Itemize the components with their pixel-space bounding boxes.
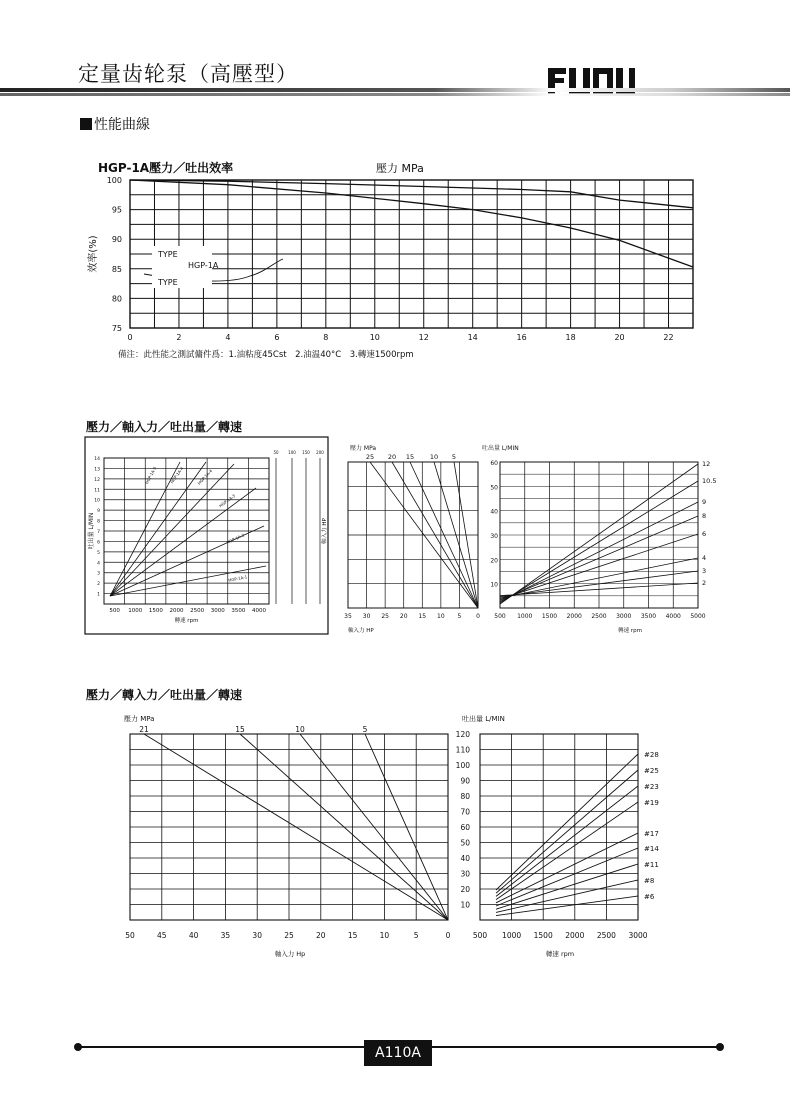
x-axis-label: 轉速 rpm	[545, 950, 575, 958]
y-tick-label: 95	[111, 205, 122, 215]
x-tick-label: 4000	[252, 608, 266, 614]
flow-series-line-9	[496, 896, 638, 916]
y-tick-label: 50	[460, 838, 470, 848]
x-tick-label: 0	[445, 931, 451, 940]
series-label: #23	[644, 783, 659, 791]
x-tick-label: 40	[188, 931, 199, 940]
series-label: #28	[644, 751, 659, 759]
x-tick-label: 1500	[541, 613, 558, 620]
series-label: #25	[644, 767, 659, 775]
series-label-1: HGP-1A-5	[144, 465, 158, 485]
scale-top-label: 100	[288, 450, 296, 455]
series-label: #11	[644, 861, 659, 869]
series-label-4: HGP-1A-3	[217, 493, 237, 509]
pressure-tick-label: 21	[139, 725, 149, 734]
x-tick-label: 8	[323, 333, 329, 342]
x-tick-label: 45	[157, 931, 167, 940]
x-tick-label: 5000	[690, 613, 706, 620]
x-tick-label: 0	[127, 333, 133, 342]
flow-series-line-3	[496, 786, 638, 896]
flow-series-line-2	[496, 770, 638, 893]
series-label-6: HGP-1A-1	[227, 574, 248, 583]
y-tick-label: 40	[490, 508, 498, 516]
y-tick-label: 90	[111, 235, 122, 245]
x-tick-label: 5	[413, 931, 419, 940]
y-tick-label: 7	[97, 530, 100, 535]
flow-series-line-1	[496, 754, 638, 890]
x-tick-label: 3500	[231, 608, 246, 614]
x-tick-label: 15	[347, 931, 358, 940]
series-label: 10.5	[702, 477, 717, 485]
chart2-heading: 壓力／軸入力／吐出量／轉速	[86, 420, 243, 434]
section-label-text: 性能曲線	[94, 117, 150, 133]
y-tick-label: 110	[455, 745, 470, 755]
x-tick-label: 22	[663, 333, 674, 342]
y-tick-label: 60	[490, 460, 498, 467]
x-axis-label: 轉速 rpm	[618, 628, 642, 634]
y-tick-label: 1	[97, 592, 100, 598]
pressure-tick-label: 5	[451, 453, 457, 461]
y-tick-label: 80	[111, 294, 122, 304]
x-tick-label: 10	[379, 931, 390, 940]
x-tick-label: 20	[614, 333, 625, 342]
series-label: 8	[702, 512, 707, 520]
bullet-square-icon	[80, 118, 92, 130]
x-tick-label: 500	[494, 613, 506, 620]
flow-series-line-7	[496, 864, 638, 909]
x-tick-label: 6	[274, 333, 280, 342]
x-tick-label: 2000	[565, 931, 585, 940]
y-tick-label: 120	[455, 730, 470, 739]
series-label: 2	[702, 579, 707, 587]
y-tick-label: 13	[94, 467, 100, 473]
footer-dot-left	[74, 1043, 82, 1051]
y-tick-label: 100	[106, 176, 122, 185]
y-tick-label: 10	[94, 498, 100, 504]
series-label: 6	[702, 530, 707, 538]
x-axis-label: 軸入力 Hp	[274, 950, 306, 958]
series-label: #6	[644, 893, 655, 901]
hp-axis-label: 軸入力 HP	[322, 518, 328, 544]
y-tick-label: 8	[97, 519, 100, 525]
y-tick-label: 75	[111, 324, 122, 333]
scale-top-label: 50	[273, 450, 279, 455]
pressure-hp-flow-chart-large	[110, 710, 670, 960]
x-tick-label: 500	[472, 931, 488, 940]
flow-series-line-6	[110, 566, 266, 596]
x-tick-label: 30	[362, 613, 371, 620]
y-tick-label: 6	[97, 540, 100, 546]
y-tick-label: 30	[460, 869, 470, 879]
chart3-heading: 壓力／轉入力／吐出量／轉速	[86, 688, 243, 702]
y-tick-label: 5	[97, 550, 100, 556]
page-title: 定量齿轮泵（高壓型）	[78, 62, 298, 86]
flow-hp-speed-chart	[84, 436, 329, 636]
x-tick-label: 2500	[591, 613, 607, 620]
pressure-tick-label: 20	[387, 453, 397, 461]
y-tick-label: 12	[94, 477, 100, 483]
y-tick-label: 11	[94, 488, 100, 494]
y-tick-label: 4	[97, 561, 100, 567]
y-tick-label: 100	[455, 761, 470, 770]
y-tick-label: 10	[490, 581, 498, 589]
x-tick-label: 2000	[566, 613, 582, 620]
y-tick-label: 10	[460, 900, 470, 910]
flow-series-line-5	[496, 833, 638, 903]
x-tick-label: 2500	[596, 931, 616, 940]
type-label-bottom: TYPE	[158, 278, 178, 287]
pressure-tick-label: 10	[429, 453, 439, 461]
x-tick-label: 1500	[533, 931, 553, 940]
y-axis-label: 吐出量 L/MIN	[88, 512, 95, 550]
scale-top-label: 200	[316, 450, 324, 455]
x-tick-label: 0	[476, 613, 480, 620]
x-tick-label: 2000	[169, 608, 184, 614]
type-label-top: TYPE	[158, 250, 178, 259]
x-tick-label: 14	[467, 333, 478, 342]
series-label: 3	[702, 567, 707, 575]
page-number: A110A	[364, 1040, 432, 1066]
scale-top-label: 150	[302, 450, 310, 455]
x-tick-label: 25	[284, 931, 294, 940]
series-label: #14	[644, 845, 659, 853]
x-tick-label: 3500	[640, 613, 657, 620]
x-tick-label: 20	[399, 613, 408, 620]
flow-series-line-6	[496, 848, 638, 906]
x-tick-label: 30	[252, 931, 262, 940]
pressure-tick-label: 5	[362, 725, 368, 734]
x-tick-label: 10	[437, 613, 445, 620]
chart1-heading: HGP-1A壓力／吐出效率	[98, 161, 234, 175]
x-tick-label: 3000	[616, 613, 632, 620]
y-tick-label: 90	[460, 776, 470, 786]
x-axis-label: 軸入力 HP	[348, 628, 374, 634]
y-tick-label: 9	[97, 509, 100, 515]
y-tick-label: 80	[460, 792, 470, 801]
footer-dot-right	[716, 1043, 724, 1051]
y-tick-label: 2	[97, 582, 100, 588]
x-tick-label: 1000	[502, 931, 522, 940]
series-label: 4	[702, 554, 707, 562]
x-tick-label: 35	[344, 613, 352, 620]
x-tick-label: 500	[109, 608, 120, 614]
series-label: 12	[702, 460, 711, 468]
x-axis-label: 轉速 rpm	[174, 618, 199, 624]
x-tick-label: 50	[125, 931, 135, 940]
series-label: 9	[702, 498, 707, 506]
y-tick-label: 20	[490, 557, 498, 565]
y-tick-label: 85	[111, 264, 122, 274]
x-tick-label: 2500	[190, 608, 205, 614]
x-tick-label: 20	[316, 931, 326, 940]
y-tick-label: 20	[460, 885, 470, 894]
x-tick-label: 35	[220, 931, 231, 940]
chart1-note: 備注：此性能之測試傭件爲：1.油粘度45Cst 2.油温40°C 3.轉速1500rpm	[118, 350, 414, 360]
series-label: #19	[644, 799, 659, 807]
y-axis-label: 吐出量 L/MIN	[462, 715, 505, 723]
efficiency-chart	[80, 176, 720, 366]
chart1-pressure-label: 壓力 MPa	[376, 162, 424, 175]
x-tick-label: 10	[369, 333, 380, 342]
x-tick-label: 12	[418, 333, 429, 342]
x-tick-label: 2	[176, 333, 182, 342]
section-label	[80, 114, 150, 134]
y-tick-label: 40	[460, 854, 470, 863]
x-tick-label: 3000	[628, 931, 648, 940]
x-tick-label: 3000	[210, 608, 225, 614]
x-tick-label: 4000	[665, 613, 681, 620]
x-tick-label: 1500	[148, 608, 163, 614]
y-axis-label: 效率(%)	[88, 235, 99, 273]
pressure-tick-label: 15	[405, 453, 415, 461]
x-tick-label: 5	[457, 613, 462, 620]
x-tick-label: 16	[516, 333, 527, 342]
header-rule	[0, 88, 790, 98]
y-tick-label: 3	[97, 571, 100, 577]
y-tick-label: 70	[460, 807, 470, 817]
y-tick-label: 30	[490, 533, 498, 540]
x-tick-label: 15	[418, 613, 427, 620]
pressure-tick-label: 10	[295, 725, 305, 734]
pressure-tick-label: 25	[365, 453, 375, 461]
x-tick-label: 4	[225, 333, 231, 342]
pressure-label: 壓力 MPa	[350, 445, 377, 452]
series-label: #17	[644, 830, 659, 838]
series-label-3: HGP-1A-4	[196, 468, 214, 486]
y-tick-label: 50	[490, 484, 498, 492]
pressure-label: 壓力 MPa	[124, 715, 155, 723]
series-label-2: HGP-1A-4	[169, 465, 185, 485]
model-label: HGP-1A	[188, 261, 219, 270]
x-tick-label: 18	[565, 333, 576, 342]
y-tick-label: 60	[460, 823, 470, 832]
y-tick-label: 14	[94, 457, 100, 462]
x-tick-label: 25	[381, 613, 389, 620]
pressure-hp-flow-chart	[340, 440, 720, 640]
x-tick-label: 1000	[517, 613, 533, 620]
pressure-tick-label: 15	[235, 725, 245, 734]
series-label-5: HGP-1A-2	[225, 532, 246, 545]
series-label: #8	[644, 877, 655, 885]
x-tick-label: 1000	[128, 608, 143, 614]
y-axis-label: 吐出量 L/MIN	[482, 445, 519, 452]
